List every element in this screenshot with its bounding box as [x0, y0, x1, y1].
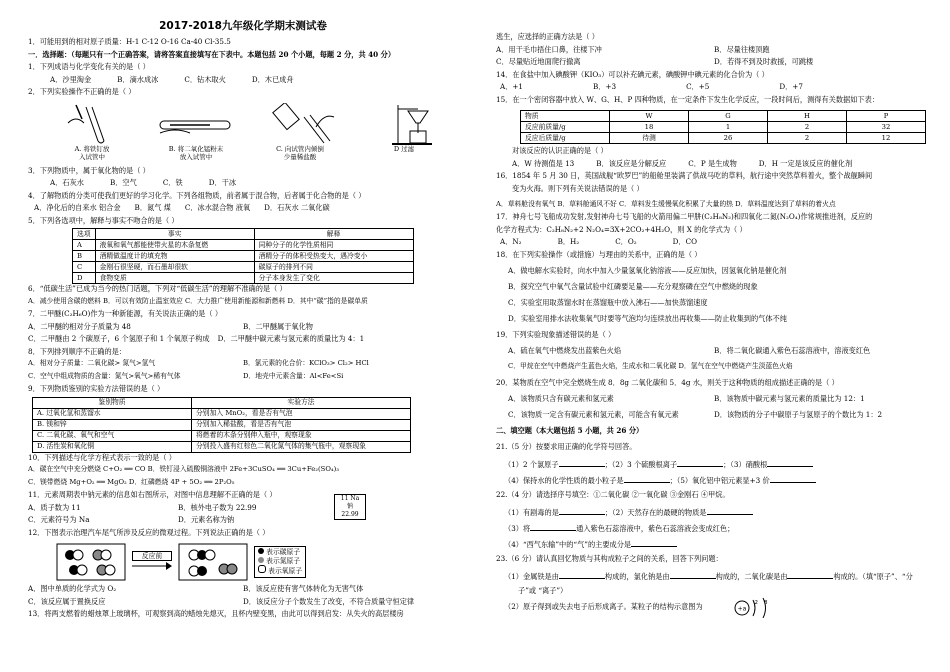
q17-equation: 化学方程式为：C₂H₈N₂+2 N₂O₄=3X+2CO₂+4H₂O，则 X 的化学式为（ ） — [496, 224, 747, 234]
q20-options — [496, 394, 932, 426]
q12-reaction-diagram — [56, 542, 458, 582]
q3-option-d[interactable]: D．干冰 — [208, 178, 237, 188]
q15-header-w: W — [610, 111, 689, 122]
table-row[interactable]: B. 镁和锌 分别加入稀盐酸，看是否有气泡 — [33, 419, 411, 430]
question-18: 18．在下列实验操作（或措施）与理由的关系中，正确的是（ ） — [496, 249, 702, 259]
q19-option-b[interactable]: B．将二氧化碳通入紫色石蕊溶液中，溶液变红色 — [714, 345, 871, 355]
q21-blank-3[interactable] — [767, 458, 813, 467]
question-11: 11．元素周期表中钠元素的信息如右图所示，对图中信息理解不正确的是（ ） — [28, 490, 277, 500]
q16-options[interactable]: A．草料舱没有氧气 B．草料舱通风不好 C．草料发生缓慢氧化积累了大量的热 D．草料温度达到了草料的着火点 — [496, 199, 836, 208]
q4-option-a[interactable]: A．净化后的自来水 铝合金 — [34, 203, 121, 213]
q7-option-d[interactable]: D．二甲醚中碳元素与氢元素的质量比为 4：1 — [217, 334, 365, 344]
q2-figure-row — [46, 103, 458, 163]
q1-option-b[interactable]: B．滴水成冰 — [117, 74, 159, 84]
pouring-liquid-icon — [254, 103, 346, 145]
q13-options — [496, 45, 932, 70]
q9-header-substance: 鉴别物质 — [33, 397, 192, 408]
q1-option-c[interactable]: C．钻木取火 — [184, 74, 226, 84]
q14-option-a[interactable]: A．+1 — [500, 82, 523, 91]
q12-option-b[interactable]: B．该反应使有害气体转化为无害气体 — [243, 584, 364, 594]
q15-header-h: H — [768, 111, 847, 122]
question-10: 10．下列描述与化学方程式表示一致的是（ ） — [28, 452, 176, 462]
reaction-arrow — [132, 551, 172, 573]
question-9: 9．下列物质鉴别的实验方法错误的是（ ） — [28, 384, 165, 394]
atom-shell-2: 8 — [764, 599, 768, 606]
q12-option-c[interactable]: C．该反应属于置换反应 — [28, 596, 106, 606]
test-tube-nail-icon — [46, 103, 138, 145]
nitrogen-atom-icon — [258, 557, 264, 563]
q11-options — [28, 503, 328, 528]
q23-blank-1[interactable] — [559, 570, 605, 579]
q17-option-a[interactable]: A．N₂ — [500, 237, 522, 246]
q22-blank-1[interactable] — [559, 506, 605, 515]
q2-caption-c: C. 向试管内倾倒 少量稀盐酸 — [276, 144, 324, 161]
question-12: 12．下图表示治理汽车尾气所涉及反应的微观过程。下列说法正确的是（ ） — [28, 527, 270, 537]
na-symbol: Na — [350, 495, 360, 503]
q2-caption-d: D 过滤 — [393, 144, 415, 153]
q7-option-c[interactable]: C．二甲醚由 2 个碳原子，6 个氢原子和 1 个氧原子构成 — [28, 334, 210, 344]
q3-option-b[interactable]: B．空气 — [109, 178, 137, 188]
q22-line-2: （3）将 通入紫色石蕊溶液中，紫色石蕊溶液会变成红色； — [504, 523, 735, 533]
question-13-continued: 逃生，应选择的正确方法是（ ） — [496, 32, 599, 41]
question-5: 5．下列各选项中，解释与事实不吻合的是（ ） — [28, 215, 179, 225]
question-22: 22.（4 分）请选择序号填空：①二氧化碳 ②一氧化碳 ③金刚石 ④甲烷。 — [496, 489, 730, 499]
q17-option-d[interactable]: D．CO — [672, 237, 697, 246]
q12-options — [28, 584, 458, 609]
q11-option-d[interactable]: D．元素名称为钠 — [178, 515, 235, 525]
q13-option-d[interactable]: D．若得不到及时救援，可跳楼 — [714, 57, 814, 66]
atomic-mass-note: 1．可能用到的相对原子质量：H-1 C-12 O-16 Ca-40 Cl-35.5 — [28, 37, 231, 47]
legend-carbon: 表示碳原子 — [266, 548, 301, 557]
reaction-label: 反应前 — [132, 551, 172, 561]
q5-header-option: 选项 — [73, 229, 96, 240]
carbon-atom-icon — [258, 548, 264, 554]
q22-line-3: （4）“西气东输”中的“气”的主要成分是 — [496, 538, 932, 554]
table-row[interactable]: C 金刚石很坚硬，而石墨却很软 碳原子的排列不同 — [73, 262, 414, 273]
atom-shell-1: 2 — [754, 599, 758, 606]
q7-option-a[interactable]: A．二甲醚的相对分子质量为 48 — [28, 321, 131, 331]
q13-option-a[interactable]: A．用干毛巾捂住口鼻，往楼下冲 — [496, 44, 602, 54]
q2-caption-b: B. 将二氧化锰粉末 放入试管中 — [168, 144, 224, 161]
q5-header-explain: 解释 — [254, 229, 413, 240]
q8-option-b[interactable]: B．氯元素的化合价：KClO₃> Cl₂> HCl — [243, 359, 369, 368]
question-8: 8．下列排列顺序不正确的是： — [28, 346, 127, 356]
q22-blank-2[interactable] — [707, 506, 753, 515]
q18-option-b[interactable]: B．探究空气中氧气含量试验中红磷要足量——充分观察磷在空气中燃烧的现象 — [508, 281, 758, 291]
question-7: 7．二甲醚(C₂H₆O)作为一种新能源，有关说法正确的是（ ） — [28, 309, 223, 319]
table-row[interactable]: 反应前质量/g 18 1 2 32 — [521, 122, 926, 133]
q15-option-a[interactable]: A．W 待测值是 13 — [512, 158, 575, 168]
q23-line-1: （1）金属铁是由 构成的，氯化钠是由 构成的，二氧化碳是由 构成的。（填“原子”、“分 — [504, 571, 913, 581]
question-2: 2．下列实验操作不正确的是（ ） — [28, 87, 136, 97]
left-column — [28, 0, 458, 672]
q19-options-cd[interactable]: C．甲烷在空气中燃烧产生蓝色火焰，生成水和二氧化碳 D．氢气在空气中燃烧产生淡蓝色火焰 — [508, 361, 793, 370]
q8-options — [28, 359, 458, 384]
question-16: 16．1854 年 5 月 30 日，英国战舰“欧罗巴”的船舱里装满了供战马吃的草料，航行途中突然草料着火，整个战舰瞬间 — [496, 171, 873, 180]
q14-option-b[interactable]: B．+3 — [592, 82, 617, 91]
q11-option-b[interactable]: B．核外电子数为 22.99 — [178, 502, 257, 512]
question-21: 21.（5 分）按要求用正确的化学符号回答。 — [496, 441, 637, 451]
na-mass: 22.99 — [341, 511, 359, 519]
q17-option-b[interactable]: B．H₂ — [557, 237, 580, 246]
q7-options — [28, 322, 458, 335]
q15-header-p: P — [847, 111, 926, 122]
q18-option-a[interactable]: A．做电解水实验时，向水中加入少量氢氧化钠溶液——反应加快，因氢氧化钠是催化剂 — [508, 265, 787, 275]
q19-option-a[interactable]: A．硫在氧气中燃烧发出蓝紫色火焰 — [508, 345, 622, 355]
q2-figure-c — [254, 103, 346, 163]
q15-header-substance: 物质 — [521, 111, 610, 122]
q21-blank-2[interactable] — [677, 458, 723, 467]
oxygen-atom-icon — [258, 565, 266, 573]
q23-line-3: （2）原子得到或失去电子后形成离子。某粒子的结构示意图为 +a 2 8 — [496, 602, 932, 624]
q13-option-c[interactable]: C．尽量贴近地面爬行撤离 — [496, 57, 581, 66]
q12-option-a[interactable]: A．图中单质的化学式为 O₂ — [28, 584, 117, 594]
filtration-apparatus-icon — [358, 103, 450, 145]
na-atomic-number: 11 — [340, 495, 349, 503]
question-4: 4．了解物质的分类可使我们更好的学习化学。下列各组物质，前者属于混合物，后者属于化合物的是（ ） — [28, 190, 366, 200]
q4-option-b[interactable]: B．氮气 煤 — [134, 203, 171, 213]
question-19: 19．下列实验现象描述错误的是（ ） — [496, 329, 616, 339]
q18-option-d[interactable]: D．实验室用排水法收集氧气时要等气泡均匀连续放出再收集——防止收集到的气体不纯 — [508, 313, 787, 323]
reactant-molecules-icon — [56, 543, 126, 581]
q21-blank-5[interactable] — [770, 474, 816, 483]
arrow-icon — [132, 561, 172, 571]
q8-option-d[interactable]: D．地壳中元素含量：Al<Fe<Si — [243, 371, 344, 380]
q1-option-a[interactable]: A．沙里淘金 — [50, 74, 92, 84]
q2-caption-a: A. 将铁钉放 入试管中 — [74, 144, 110, 161]
q3-option-a[interactable]: A．石灰水 — [50, 178, 84, 188]
q21-line-1: （1）2 个氯原子 ；（2）3 个硫酸根离子 ；（3）硝酸根 — [496, 458, 932, 474]
q20-option-c[interactable]: C．该物质一定含有碳元素和氢元素，可能含有氧元素 — [508, 409, 679, 419]
q8-option-a[interactable]: A．相对分子质量：二氧化碳> 氮气>氢气 — [28, 359, 156, 368]
q2-figure-b — [150, 103, 242, 163]
section-2-heading: 二、填空题（本大题包括 5 小题，共 26 分） — [496, 425, 644, 435]
product-molecules-icon — [178, 543, 248, 581]
q15-header-g: G — [689, 111, 768, 122]
q19-options-ab — [496, 346, 932, 362]
q21-blank-1[interactable] — [559, 458, 605, 467]
table-row[interactable]: D 食物变质 分子本身发生了变化 — [73, 273, 414, 284]
q4-option-c[interactable]: C．冰水混合物 液氧 — [184, 203, 251, 213]
q21-blank-4[interactable] — [624, 474, 670, 483]
question-13: 13．将两支燃着的蜡烛罩上玻璃杯，可观察到高的蜡烛先熄灭，且杯内壁变黑，由此可以得到启发：从失火的高层楼房 — [28, 609, 404, 619]
q11-option-c[interactable]: C．元素符号为 Na — [28, 515, 90, 525]
q9-table — [32, 397, 411, 453]
q2-figure-a — [46, 103, 138, 163]
question-14: 14．在食盐中加入碘酸钾（KIO₃）可以补充碘元素，碘酸钾中碘元素的化合价为（ ） — [496, 69, 769, 79]
q15-prompt: 对该反应的认识正确的是（ ） — [512, 146, 608, 155]
q1-option-d[interactable]: D．木已成舟 — [251, 74, 294, 84]
table-row[interactable]: A. 过氧化氢和蒸馏水 分别加入 MnO₂，看是否有气泡 — [33, 408, 411, 419]
q18-option-c[interactable]: C．实验室用取蒸馏水时在蒸馏瓶中放入沸石——加快蒸馏速度 — [508, 297, 708, 307]
q20-option-b[interactable]: B．该物质中碳元素与氢元素的质量比为 12：1 — [714, 393, 865, 403]
sodium-element-card — [334, 494, 366, 520]
q12-option-d[interactable]: D．该反应分子个数发生了改变，不符合质量守恒定律 — [243, 596, 415, 606]
section-1-heading: 一．选择题：（每题只有一个正确答案，请将答案直接填写在下表中。本题包括 20 个小题，每题 2 分，共 40 分） — [28, 49, 396, 59]
table-row[interactable]: A 液氧和氧气都能使带火星的木条复燃 同种分子的化学性质相同 — [73, 240, 414, 251]
q13-option-b[interactable]: B．尽量往楼顶跑 — [714, 44, 770, 54]
q2-figure-d — [358, 103, 450, 163]
q15-option-b[interactable]: B．该反应是分解反应 — [596, 158, 667, 168]
table-row[interactable]: 反应后质量/g 待测 26 2 12 — [521, 133, 926, 144]
q9-header-method: 实验方法 — [192, 397, 411, 408]
question-23: 23.（6 分）请认真回忆物质与其构成粒子之间的关系，回答下列问题： — [496, 553, 723, 563]
legend-oxygen: 表示氧原子 — [268, 567, 303, 576]
question-20: 20．某物质在空气中完全燃烧生成 8．8g 二氧化碳和 5．4g 水，则关于这种物质的组成描述正确的是（ ） — [496, 377, 839, 387]
atom-structure-diagram — [732, 596, 778, 618]
q22-blank-4[interactable] — [631, 538, 677, 547]
q10-options-cd[interactable]: C．镁带燃烧 Mg+O₂ ══ MgO₂ D．红磷燃烧 4P + 5O₂ ══ 2P₂O₅ — [28, 477, 235, 486]
table-row[interactable]: C. 二氧化碳、氧气和空气 将燃着的木条分别伸入瓶中，观察现象 — [33, 430, 411, 441]
q3-option-c[interactable]: C．铁 — [162, 178, 183, 188]
question-17: 17．神舟七号飞船成功发射,发射神舟七号飞船的火箭用偏二甲肼(C₂H₈N₂)和四氧化二氮(N₂O₄)作常规推进剂，反应的 — [496, 212, 873, 221]
q15-option-c[interactable]: C．P 是生成物 — [688, 158, 737, 168]
na-name: 钠 — [346, 503, 353, 511]
q20-option-d[interactable]: D．该物质的分子中碳原子与氢原子的个数比为 1：2 — [714, 409, 883, 419]
q4-option-d[interactable]: D．石灰水 二氧化碳 — [264, 203, 330, 213]
q14-option-d[interactable]: D．+7 — [779, 82, 803, 91]
q15-table — [520, 110, 926, 144]
table-row[interactable]: D. 活性炭和氧化铜 分别投入盛有红棕色二氧化氮气体的集气瓶中，观察现象 — [33, 441, 411, 452]
atom-nucleus-label: +a — [737, 605, 747, 612]
q14-option-c[interactable]: C．+5 — [686, 82, 710, 91]
q15-option-d[interactable]: D．H 一定是该反应的催化剂 — [758, 158, 853, 168]
q5-header-fact: 事实 — [95, 229, 254, 240]
table-row[interactable]: B 酒精做温度计的填充物 酒精分子的体积受热变大，遇冷变小 — [73, 251, 414, 262]
question-6: 6．“低碳生活”已成为当今的热门话题，下列对“低碳生活”的理解不准确的是（ ） — [28, 284, 287, 294]
q5-table — [72, 228, 414, 284]
q8-option-c[interactable]: C．空气中组成物质的含量：氮气>氧气>稀有气体 — [28, 371, 181, 380]
q20-option-a[interactable]: A．该物质只含有碳元素和氢元素 — [508, 393, 614, 403]
q7-option-b[interactable]: B．二甲醚属于氧化物 — [243, 321, 313, 331]
q23-line-2: 子”或 “离子”） — [518, 585, 568, 595]
test-tube-powder-icon — [150, 103, 242, 145]
q21-line-2: （4）保持水的化学性质的最小粒子是 ；（5）氧化铝中铝元素显+3 价 — [496, 474, 932, 490]
question-1: 1．下列成语与化学变化有关的是（ ） — [28, 62, 150, 72]
q17-option-c[interactable]: C．O₂ — [615, 237, 637, 246]
question-3: 3．下列物质中，属于氧化物的是（ ） — [28, 165, 150, 175]
q11-option-a[interactable]: A．质子数为 11 — [28, 502, 81, 512]
q23-blank-2[interactable] — [670, 570, 716, 579]
legend-nitrogen: 表示氮原子 — [266, 556, 301, 565]
q6-options[interactable]: A．减少使用含碳的燃料 B．可以有效防止温室效应 C．大力推广使用新能源和新燃料 D．其中“碳”指的是碳单质 — [28, 296, 368, 305]
q12-legend — [254, 546, 306, 577]
q22-blank-3[interactable] — [530, 522, 576, 531]
question-15: 15．在一个密闭容器中放入 W、G、H、P 四种物质，在一定条件下发生化学反应，一段时间后，测得有关数据如下表： — [496, 94, 879, 104]
q23-blank-3[interactable] — [787, 570, 833, 579]
exam-title: 2017-2018九年级化学期末测试卷 — [159, 20, 327, 32]
right-column — [496, 0, 932, 672]
q22-line-1: （1）有剧毒的是 ；（2）天然存在的最硬的物质是 — [496, 506, 932, 522]
q16-prompt: 变为火海。则下列有关说法错误的是（ ） — [512, 183, 644, 193]
q10-options-ab[interactable]: A．碳在空气中充分燃烧 C+O₂ ══ CO B．铁钉浸入硫酸铜溶液中 2Fe+3CuSO₄ ══ 3Cu+Fe₂(SO₄)₃ — [28, 465, 340, 474]
